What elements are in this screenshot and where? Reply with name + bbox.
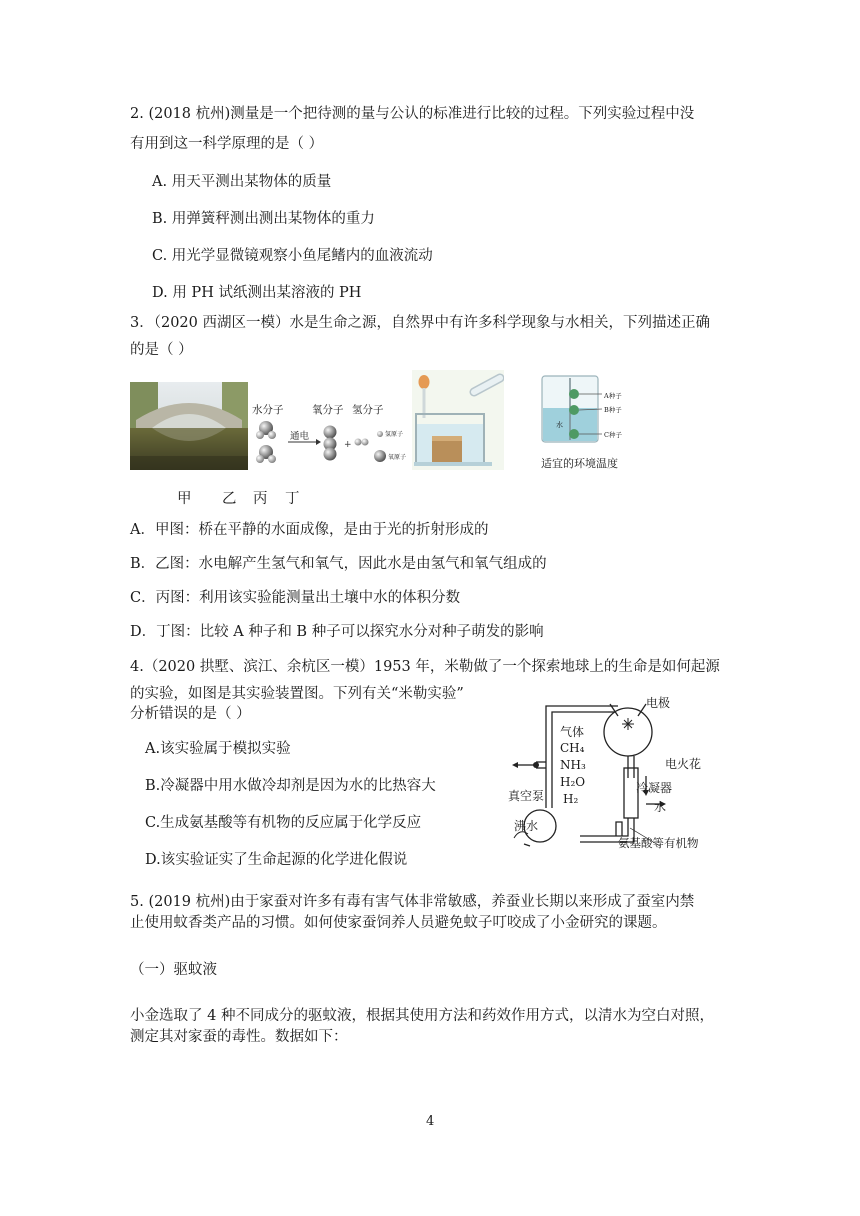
q4-option-c: C.生成氨基酸等有机物的反应属于化学反应 <box>145 815 422 831</box>
q2-stem-line1: 2. (2018 杭州)测量是一个把待测的量与公认的标准进行比较的过程。下列实验过程中没 <box>130 106 695 122</box>
q2-option-b: B. 用弹簧秤测出测出某物体的重力 <box>152 211 375 227</box>
q3-option-a: A．甲图：桥在平静的水面成像，是由于光的折射形成的 <box>130 522 489 538</box>
q4-option-d: D.该实验证实了生命起源的化学进化假说 <box>145 852 408 868</box>
label-boiling-water: 沸水 <box>514 819 539 833</box>
label-water-in-beaker: 水 <box>556 421 563 429</box>
label-seed-a: A种子 <box>604 392 622 400</box>
caption-bing: 丙 <box>253 491 268 507</box>
label-oxygen-molecule: 氧分子 <box>312 404 344 416</box>
label-water-molecule: 水分子 <box>252 404 284 416</box>
q3-option-c: C．丙图：利用该实验能测量出土壤中水的体积分数 <box>130 590 461 606</box>
label-seed-b: B种子 <box>604 406 622 414</box>
label-vacuum-pump: 真空泵 <box>508 789 545 803</box>
svg-text:+: + <box>344 440 352 450</box>
caption-yi: 乙 <box>222 491 237 507</box>
q2-option-a: A. 用天平测出某物体的质量 <box>152 174 332 190</box>
q5-section-heading: （一）驱蚊液 <box>130 962 217 978</box>
q2-option-c: C. 用光学显微镜观察小鱼尾鳍内的血液流动 <box>152 248 433 264</box>
legend-oxygen-atom: 氧原子 <box>388 454 407 461</box>
label-condenser-water: 水 <box>654 800 667 814</box>
label-spark: 电火花 <box>665 757 702 771</box>
label-h2o: H₂O <box>560 775 586 789</box>
legend-hydrogen-atom: 氢原子 <box>385 431 404 438</box>
soil-beaker-diagram <box>412 370 504 470</box>
label-amino-acids: 氨基酸等有机物 <box>618 836 699 850</box>
label-electrolysis: 通电 <box>290 431 310 442</box>
caption-ding: 丁 <box>285 491 300 507</box>
q2-option-d: D. 用 PH 试纸测出某溶液的 PH <box>152 285 362 301</box>
q3-stem-line2: 的是（ ） <box>130 342 193 358</box>
q4-stem-line2: 的实验，如图是其实验装置图。下列有关“米勒实验” <box>130 686 464 702</box>
label-ch4: CH₄ <box>560 741 585 755</box>
label-seed-c: C种子 <box>604 431 622 439</box>
q4-option-b: B.冷凝器中用水做冷却剂是因为水的比热容大 <box>145 778 436 794</box>
label-gas: 气体 <box>560 725 585 739</box>
q5-stem-line1: 5. (2019 杭州)由于家蚕对许多有毒有害气体非常敏感，养蚕业长期以来形成了蚕室内禁 <box>130 894 695 910</box>
q5-paragraph-line2: 测定其对家蚕的毒性。数据如下： <box>130 1029 348 1045</box>
bridge-photo <box>130 382 248 470</box>
q3-option-d: D．丁图：比较 A 种子和 B 种子可以探究水分对种子萌发的影响 <box>130 624 544 640</box>
label-hydrogen-molecule: 氢分子 <box>352 404 384 416</box>
caption-jia: 甲 <box>177 491 192 507</box>
q2-stem-line2: 有用到这一科学原理的是（ ） <box>130 136 324 152</box>
q3-option-b: B．乙图：水电解产生氢气和氧气，因此水是由氢气和氧气组成的 <box>130 556 547 572</box>
label-condenser: 冷凝器 <box>636 781 673 795</box>
label-nh3: NH₃ <box>560 758 586 772</box>
q3-stem-line1: 3．（2020 西湖区一模）水是生命之源，自然界中有许多科学现象与水相关，下列描述正确 <box>130 315 710 331</box>
label-suitable-temperature: 适宜的环境温度 <box>541 457 618 470</box>
page-number: 4 <box>426 1114 435 1129</box>
q5-paragraph-line1: 小金选取了 4 种不同成分的驱蚊液，根据其使用方法和药效作用方式，以清水为空白对照， <box>130 1008 714 1024</box>
q4-stem-line1: 4.（2020 拱墅、滨江、余杭区一模）1953 年，米勒做了一个探索地球上的生命是如何起源 <box>130 659 720 675</box>
q5-stem-line2: 止使用蚊香类产品的习惯。如何使家蚕饲养人员避免蚊子叮咬成了小金研究的课题。 <box>130 915 667 931</box>
q4-stem-line3: 分析错误的是（ ） <box>130 706 251 722</box>
q4-option-a: A.该实验属于模拟实验 <box>145 741 291 757</box>
label-h2: H₂ <box>563 792 579 806</box>
label-electrode: 电极 <box>646 696 671 710</box>
